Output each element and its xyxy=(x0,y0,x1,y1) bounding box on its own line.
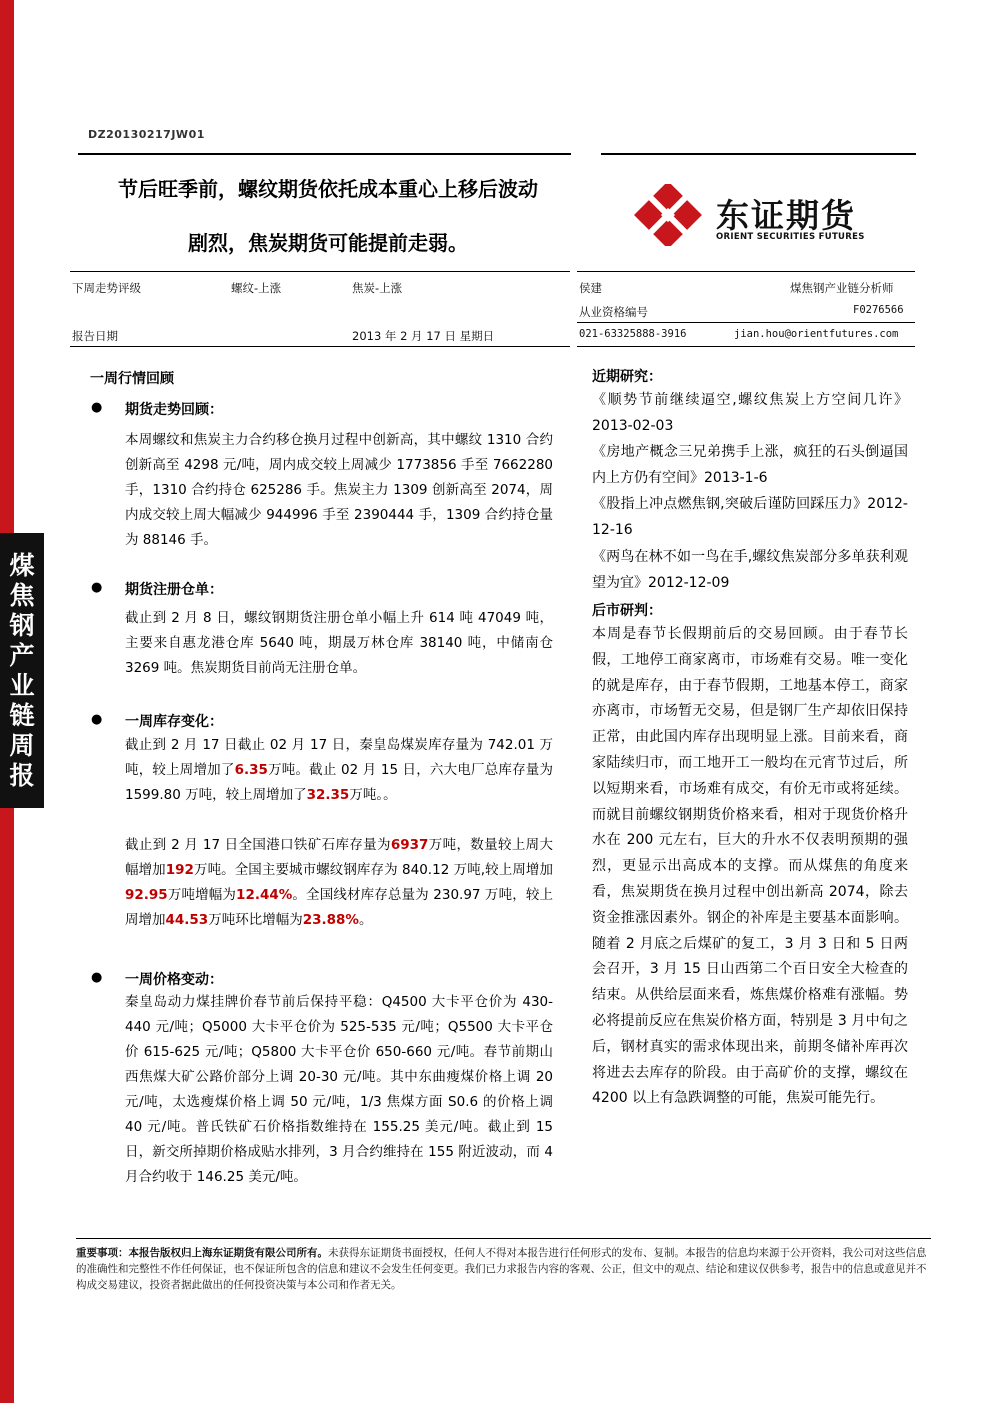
side-char: 链 xyxy=(9,700,35,730)
warehouse-receipts-paragraph: 截止到 2 月 8 日，螺纹钢期货注册仓单小幅上升 614 吨 47049 吨，主要来自惠龙港仓库 5640 吨，期晟万林仓库 38140 吨，中储南仓 3269 吨。焦炭期货目前尚无注册仓单。 xyxy=(125,610,553,676)
highlight-value: 44.53 xyxy=(165,912,209,928)
company-logo-subtitle: ORIENT SECURITIES FUTURES xyxy=(716,232,865,242)
recent-research-item[interactable]: 《房地产概念三兄弟携手上涨，疯狂的石头倒逼国内上方仍有空间》2013-1-6 xyxy=(592,444,908,486)
date-label: 报告日期 xyxy=(72,329,118,343)
highlight-value: 23.88% xyxy=(302,912,359,928)
futures-trend-paragraph: 本周螺纹和焦炭主力合约移仓换月过程中创新高，其中螺纹 1310 合约创新高至 4298 元/吨，周内成交较上周减少 1773856 手至 7662280 手，1310 合约持仓 625286 手。焦炭主力 1309 创新高至 2074，周内成交较上周大幅减少 944996 手至 2390444 手，1309 合约持仓量为 88146 手。 xyxy=(125,432,553,548)
weekly-review-heading: 一周行情回顾 xyxy=(90,371,174,387)
side-char: 焦 xyxy=(9,580,35,610)
recent-research-heading: 近期研究： xyxy=(592,369,662,385)
disclaimer xyxy=(76,1245,931,1293)
highlight-value: 12.44% xyxy=(236,887,293,903)
meta-rule-mid-right xyxy=(577,322,915,323)
analyst-phone: 021-63325888-3916 xyxy=(579,328,687,340)
header-rule-right xyxy=(601,153,916,155)
bullet-icon: ● xyxy=(91,580,103,595)
rating-coke: 焦炭-上涨 xyxy=(352,281,403,295)
outlook-paragraph: 本周是春节长假期前后的交易回顾。由于春节长假，工地停工商家离市，市场难有交易。唯一变化的就是库存，由于春节假期，工地基本停工，商家亦离市，市场暂无交易，但是钢厂生产却依旧保持正常，由此国内库存出现明显上涨。目前来看，商家陆续归市，而工地开工一般均在元宵节过后，所以短期来看，市场难有成交，有价无市或将延续。而就目前螺纹钢期货价格来看，相对于现货价格升水在 200 元左右，巨大的升水不仅表明预期的强烈，更显示出高成本的支撑。而从煤焦的角度来看，焦炭期货在换月过程中创出新高 2074，除去资金推涨因素外。钢企的补库是主要基本面影响。随着 2 月底之后煤矿的复工，3 月 3 日和 5 日两会召开，3 月 15 日山西第二个百日安全大检查的结束。从供给层面来看，炼焦煤价格难有涨幅。势必将提前反应在焦炭价格方面，特别是 3 月中旬之后，钢材真实的需求体现出来，前期冬储补库再次将进去去库存的阶段。由于高矿价的支撑，螺纹在 4200 以上有急跌调整的可能，焦炭可能先行。 xyxy=(592,626,908,1107)
meta-rule-bottom-left xyxy=(70,346,570,347)
highlight-value: 6.35 xyxy=(234,762,268,778)
date-value: 2013 年 2 月 17 日 星期日 xyxy=(352,329,495,343)
recent-research-item[interactable]: 《顺势节前继续逼空,螺纹焦炭上方空间几许》2013-02-03 xyxy=(592,392,908,434)
company-logo-name: 东证期货 xyxy=(716,196,856,235)
cert-value: F0276566 xyxy=(853,304,904,316)
bullet-icon: ● xyxy=(91,712,103,727)
side-char: 钢 xyxy=(9,610,35,640)
analyst-name: 侯建 xyxy=(579,281,602,295)
report-title-line1: 节后旺季前，螺纹期货依托成本重心上移后波动 xyxy=(118,177,538,201)
recent-research-item[interactable]: 《股指上冲点燃焦钢,突破后谨防回踩压力》2012-12-16 xyxy=(592,496,908,538)
footer-rule xyxy=(76,1238,931,1239)
meta-rule-top-right xyxy=(577,271,915,272)
report-title-line2: 剧烈，焦炭期货可能提前走弱。 xyxy=(188,231,468,255)
meta-rule-bottom-right xyxy=(577,346,915,347)
bullet-icon: ● xyxy=(91,970,103,985)
outlook-heading: 后市研判： xyxy=(592,603,662,619)
meta-rule-top-left xyxy=(70,271,570,272)
analyst-email[interactable]: jian.hou@orientfutures.com xyxy=(734,328,899,340)
side-char: 周 xyxy=(9,730,35,760)
cert-label: 从业资格编号 xyxy=(579,305,648,319)
report-series-sidebar xyxy=(0,533,44,808)
futures-trend-heading: 期货走势回顾： xyxy=(125,402,223,418)
warehouse-receipts-heading: 期货注册仓单： xyxy=(125,582,223,598)
rating-label: 下周走势评级 xyxy=(72,281,141,295)
rating-rebar: 螺纹-上涨 xyxy=(231,281,282,295)
document-id: DZ20130217JW01 xyxy=(88,128,205,141)
price-change-paragraph: 秦皇岛动力煤挂牌价春节前后保持平稳：Q4500 大卡平仓价为 430-440 元/吨；Q5000 大卡平仓价为 525-535 元/吨；Q5500 大卡平仓价 615-625 元/吨；Q5800 大卡平仓价 650-660 元/吨。春节前期山西焦煤大矿公路价部分上调 20-30 元/吨。其中东曲瘦煤价格上调 20 元/吨，太选瘦煤价格上调 50 元/吨，1/3 焦煤方面 S0.6 的价格上调 40 元/吨。普氏铁矿石价格指数维持在 155.25 美元/吨。截止到 15 日，新交所掉期价格成贴水排列，3 月合约维持在 155 附近波动，而 4 月合约收于 146.25 美元/吨。 xyxy=(125,994,553,1185)
disclaimer-text: 未获得东证期货书面授权，任何人不得对本报告进行任何形式的发布、复制。本报告的信息均来源于公开资料，我公司对这些信息的准确性和完整性不作任何保证，也不保证所包含的信息和建议不会发生任何变更。我们已力求报告内容的客观、公正，但文中的观点、结论和建议仅供参考，报告中的信息或意见并不构成交易建议，投资者据此做出的任何投资决策与本公司和作者无关。 xyxy=(76,1247,927,1291)
bullet-icon: ● xyxy=(91,400,103,415)
header-rule-left xyxy=(78,153,571,155)
side-char: 报 xyxy=(9,760,35,790)
price-change-heading: 一周价格变动： xyxy=(125,972,223,988)
inventory-change-heading: 一周库存变化： xyxy=(125,714,223,730)
company-logo-icon xyxy=(630,184,706,246)
highlight-value: 192 xyxy=(165,862,194,878)
disclaimer-label: 重要事项：本报告版权归上海东证期货有限公司所有。 xyxy=(76,1247,328,1259)
inventory-paragraph-2: 截止到 2 月 17 日全国港口铁矿石库存量为6937万吨，数量较上周大幅增加192万吨。全国主要城市螺纹钢库存为 840.12 万吨,较上周增加92.95万吨增幅为12.44%。全国线材库存总量为 230.97 万吨，较上周增加44.53万吨环比增幅为23.88%。 xyxy=(125,837,554,928)
highlight-value: 32.35 xyxy=(306,787,350,803)
highlight-value: 6937 xyxy=(390,837,429,853)
recent-research-item[interactable]: 《两鸟在林不如一鸟在手,螺纹焦炭部分多单获利观望为宜》2012-12-09 xyxy=(592,549,908,591)
side-char: 业 xyxy=(9,670,35,700)
side-char: 煤 xyxy=(9,550,35,580)
side-char: 产 xyxy=(9,640,35,670)
inventory-paragraph-1: 截止到 2 月 17 日截止 02 月 17 日，秦皇岛煤炭库存量为 742.01 万吨，较上周增加了6.35万吨。截止 02 月 15 日，六大电厂总库存量为 1599.80 万吨，较上周增加了32.35万吨。。 xyxy=(125,737,553,803)
analyst-role: 煤焦钢产业链分析师 xyxy=(790,281,894,295)
highlight-value: 92.95 xyxy=(125,887,168,903)
